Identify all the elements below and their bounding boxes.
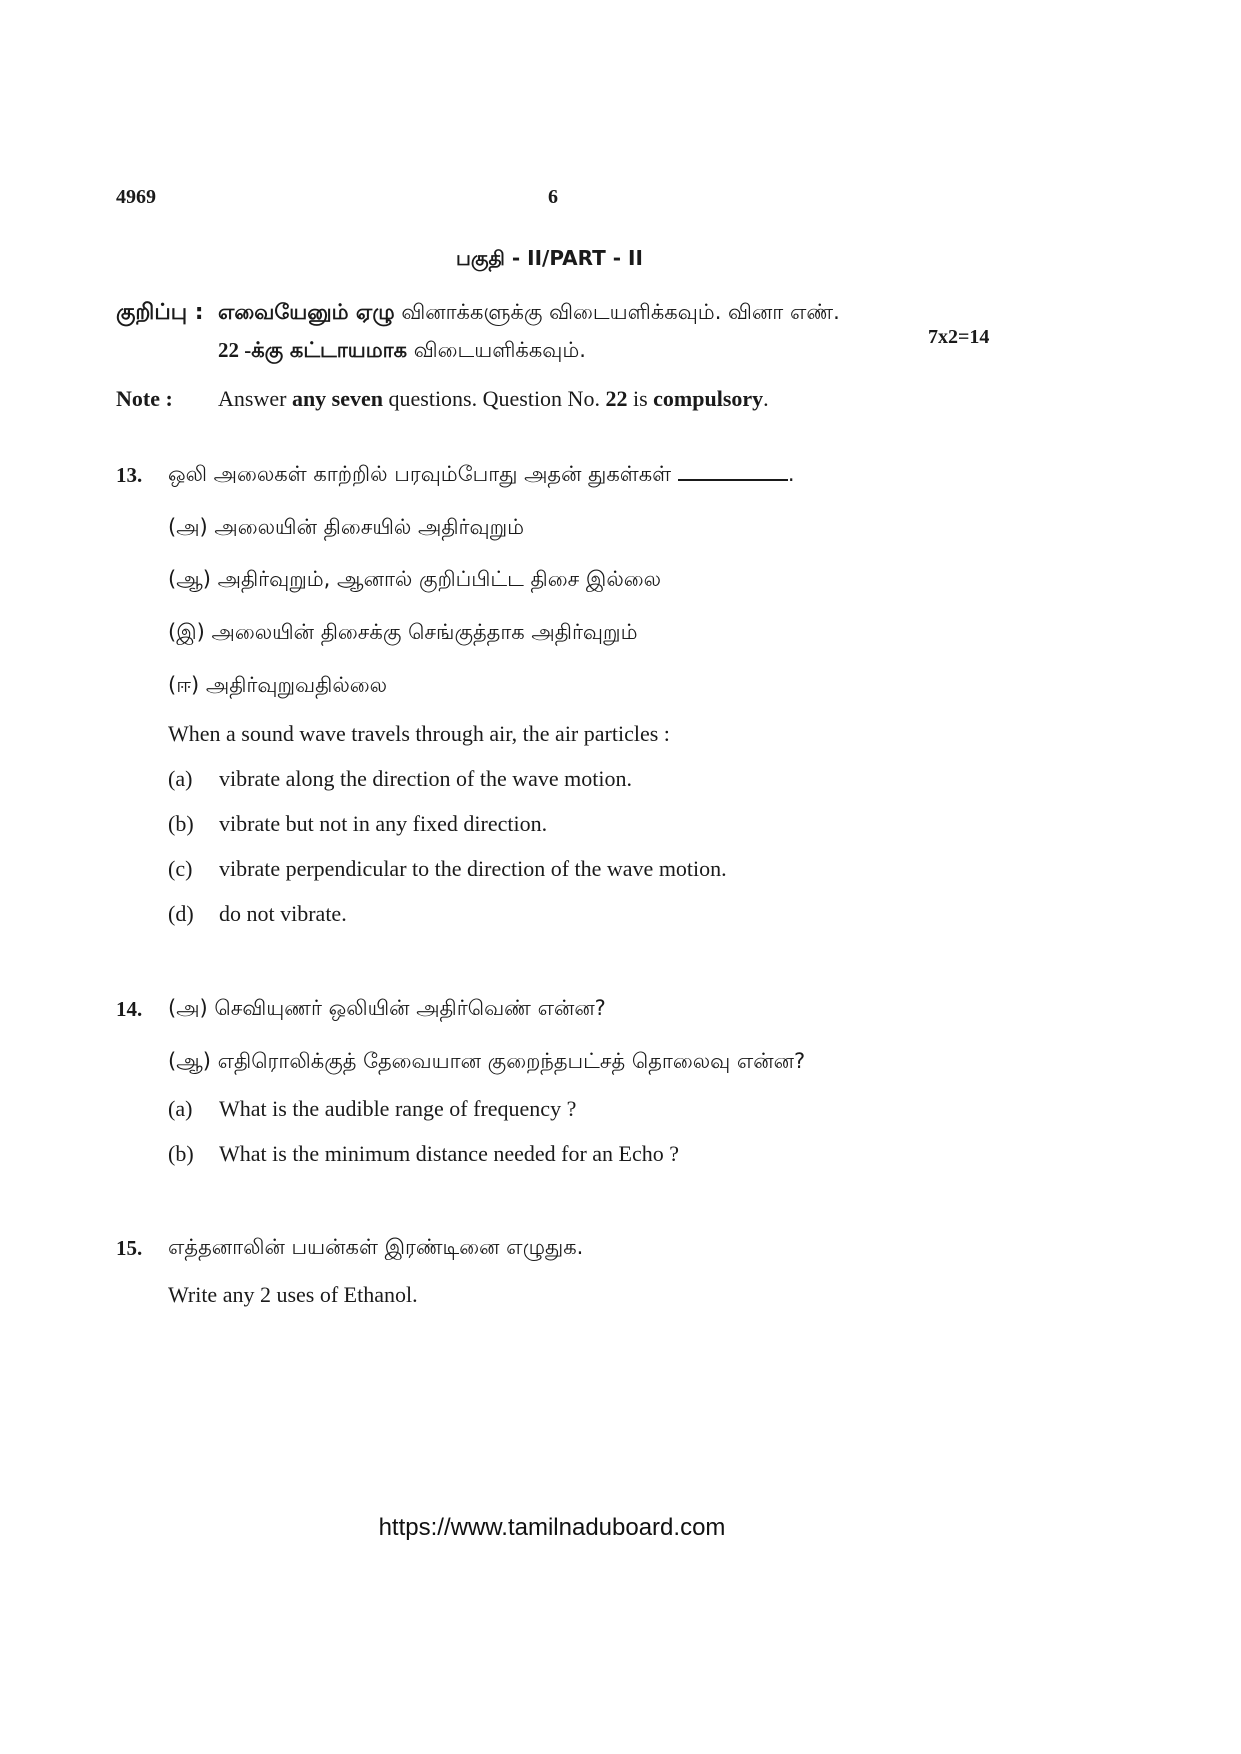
question-13-tamil-text: ஒலி அலைகள் காற்றில் பரவும்போது அதன் துகள்கள் <box>168 462 672 486</box>
tamil-note-line-2 <box>218 338 586 365</box>
tamil-part: (ஆ) எதிரொலிக்குத் தேவையான குறைந்தபட்சத் தொலைவு என்ன? <box>168 1049 806 1073</box>
question-number: 13. <box>116 463 143 487</box>
note-text-part-3: is <box>632 386 648 411</box>
note-label: Note : <box>116 386 173 411</box>
tamil-option: (இ) அலையின் திசைக்கு செங்குத்தாக அதிர்வுறும் <box>168 620 638 644</box>
tamil-note-emphasis-1: எவையேனும் ஏழு <box>218 300 395 324</box>
part-text: What is the audible range of frequency ? <box>219 1096 577 1121</box>
question-13-english: When a sound wave travels through air, the air particles : <box>168 721 670 746</box>
part-label: (b) <box>168 1141 194 1166</box>
question-number: 15. <box>116 1236 143 1260</box>
option-label: (b) <box>168 811 194 836</box>
note-emphasis-question-no: 22 <box>605 386 628 411</box>
question-13-tamil: ஒலி அலைகள் காற்றில் பரவும்போது அதன் துகள்கள் . <box>168 462 795 486</box>
tamil-note-question-ref: 22 -க்கு <box>218 338 284 362</box>
section-title: பகுதி - II/PART - II <box>456 246 643 270</box>
tamil-part: (அ) செவியுணர் ஒலியின் அதிர்வெண் என்ன? <box>168 996 606 1020</box>
page-number: 6 <box>548 186 558 208</box>
option-label: (d) <box>168 901 194 926</box>
tamil-option: (ஈ) அதிர்வுறுவதில்லை <box>168 673 388 697</box>
note-text-end: . <box>763 386 769 411</box>
question-number: 14. <box>116 997 143 1021</box>
tamil-note-label: குறிப்பு : <box>116 300 204 325</box>
option-text: vibrate perpendicular to the direction of the wave motion. <box>219 856 727 881</box>
marks-allocation: 7x2=14 <box>928 326 990 348</box>
part-text: What is the minimum distance needed for an Echo ? <box>219 1141 680 1166</box>
tamil-option: (ஆ) அதிர்வுறும், ஆனால் குறிப்பிட்ட திசை இல்லை <box>168 567 662 591</box>
note-emphasis-any-seven: any seven <box>291 386 383 411</box>
question-15-tamil: எத்தனாலின் பயன்கள் இரண்டினை எழுதுக. <box>168 1235 584 1259</box>
option-label: (c) <box>168 856 193 881</box>
tamil-note-line-1-text: வினாக்களுக்கு விடையளிக்கவும். வினா எண். <box>401 300 840 324</box>
tamil-note-line-2-text: விடையளிக்கவும். <box>413 338 586 362</box>
note-emphasis-compulsory: compulsory <box>653 386 764 411</box>
tamil-note-line-1 <box>218 300 840 327</box>
footer-url[interactable]: https://www.tamilnaduboard.com <box>378 1514 726 1541</box>
tamil-option: (அ) அலையின் திசையில் அதிர்வுறும் <box>168 515 525 539</box>
option-text: do not vibrate. <box>219 901 347 926</box>
question-15-english: Write any 2 uses of Ethanol. <box>168 1282 418 1307</box>
option-label: (a) <box>168 766 193 791</box>
tamil-note-emphasis-2: கட்டாயமாக <box>289 338 408 362</box>
option-text: vibrate but not in any fixed direction. <box>219 811 548 836</box>
part-label: (a) <box>168 1096 193 1121</box>
note-text-part-2: questions. Question No. <box>388 386 600 411</box>
document-code: 4969 <box>116 186 156 208</box>
option-text: vibrate along the direction of the wave motion. <box>219 766 632 791</box>
note-text-part-1: Answer <box>218 386 287 411</box>
note-text <box>218 386 769 412</box>
answer-blank <box>678 463 788 481</box>
